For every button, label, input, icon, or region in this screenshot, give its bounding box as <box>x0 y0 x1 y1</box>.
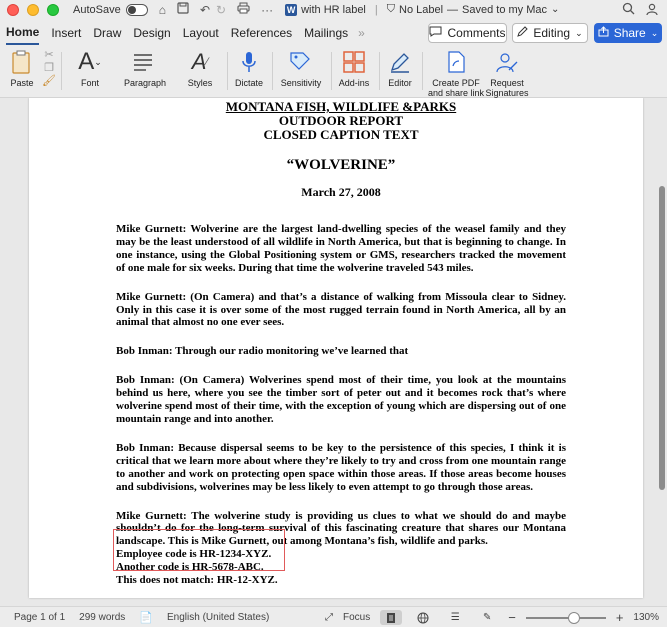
paragraph-label: Paragraph <box>123 78 167 88</box>
ribbon-separator <box>61 52 62 90</box>
account-icon[interactable] <box>645 2 659 19</box>
paragraph: Bob Inman: (On Camera) Wolverines spend most of their time, you look at the mountains behind us here, where you see the timber sort of peter out and it becomes rock that’s where wolverine spend most of their time, with the exception of young which are dispersing out of one mountain range and into another. <box>116 374 566 425</box>
sensitivity-group[interactable] <box>278 46 324 88</box>
ribbon-separator <box>227 52 228 90</box>
zoom-window-button[interactable] <box>47 4 59 16</box>
close-window-button[interactable] <box>7 4 19 16</box>
search-icon[interactable] <box>622 2 635 19</box>
addins-label: Add-ins <box>338 78 370 88</box>
styles-icon: A ∕ <box>191 49 209 74</box>
code-line: Another code is HR-5678-ABC. <box>116 561 264 574</box>
styles-label: Styles <box>187 78 213 88</box>
ribbon-separator <box>422 52 423 90</box>
paste-group[interactable] <box>5 46 39 88</box>
font-group[interactable] <box>72 46 108 88</box>
comment-icon <box>429 26 442 40</box>
title-dash: — <box>447 3 459 16</box>
clipboard-icon <box>10 46 34 78</box>
create-pdf-label-2: and share link <box>427 88 485 98</box>
tab-draw[interactable]: Draw <box>93 26 122 40</box>
tab-home[interactable]: Home <box>6 20 39 45</box>
zoom-out-button[interactable]: − <box>508 610 516 625</box>
proofing-icon[interactable]: 📄 <box>139 611 153 624</box>
minimize-window-button[interactable] <box>27 4 39 16</box>
print-icon[interactable] <box>237 2 250 17</box>
ribbon-separator <box>272 52 273 90</box>
zoom-level[interactable]: 130% <box>633 612 659 623</box>
request-signatures-group[interactable] <box>486 46 528 98</box>
request-signatures-label-2: Signatures <box>485 88 529 98</box>
chevron-down-icon: ⌄ <box>650 27 659 38</box>
page-count[interactable]: Page 1 of 1 <box>14 611 66 623</box>
zoom-slider[interactable] <box>526 617 606 619</box>
create-pdf-group[interactable] <box>427 46 485 98</box>
chevron-down-icon[interactable]: ⌄ <box>551 4 560 15</box>
paragraph-group[interactable] <box>122 46 168 88</box>
draft-view-icon[interactable]: ✎ <box>483 612 492 623</box>
cut-icon[interactable]: ✂ <box>44 49 54 61</box>
home-icon[interactable]: ⌂ <box>158 2 166 17</box>
share-button[interactable] <box>594 23 662 43</box>
editor-label: Editor <box>388 78 412 88</box>
editing-button[interactable] <box>512 23 588 43</box>
paragraph: Mike Gurnett: Wolverine are the largest land-dwelling species of the weasel family and they may be the least understood of all wildlife in North America, but that is beginning to change. In one instance, using the Global Positioning system or GMS, researchers tracked the movement of one male for six weeks. During that time the wolverine traveled 543 miles. <box>116 223 566 274</box>
paragraph: Mike Gurnett: The wolverine study is providing us clues to what we should do and maybe shouldn’t do for the long-term survival of this fascinating creature that shares our Montana landscape. This is Mike Gurnett, out among Montana’s fish, wildlife and parks. <box>116 509 566 548</box>
dictate-label: Dictate <box>234 78 263 88</box>
label-status[interactable]: No Label <box>399 3 444 16</box>
status-right <box>325 610 659 625</box>
addins-group[interactable] <box>336 46 372 88</box>
word-count[interactable]: 299 words <box>79 611 126 623</box>
document-page[interactable] <box>29 98 643 598</box>
microphone-icon <box>241 46 257 78</box>
signature-icon <box>495 46 519 78</box>
doc-header-line-2: OUTDOOR REPORT <box>278 113 404 128</box>
tab-references[interactable]: References <box>230 26 293 40</box>
focus-icon[interactable]: ⤢ <box>325 612 333 623</box>
editor-icon <box>388 46 412 78</box>
styles-group[interactable] <box>184 46 216 88</box>
save-status: Saved to my Mac <box>462 3 548 16</box>
addins-icon <box>343 46 365 78</box>
window-controls <box>7 4 59 16</box>
language[interactable]: English (United States) <box>167 611 270 623</box>
shield-icon: ⛉ <box>386 3 395 15</box>
doc-title: “WOLVERINE” <box>286 157 396 173</box>
paragraph: Bob Inman: Because dispersal seems to be key to the persistence of this species, I think it is critical that we learn more about where they’re likely to try and cross from one mountain range to another and work on protecting open space within those areas. If those areas become houses and subdivisions, wolverines may be less likely to even attempt to go through those areas. <box>116 441 566 493</box>
comments-label: Comments <box>447 26 506 40</box>
pencil-icon <box>517 26 528 40</box>
pdf-share-icon <box>445 46 467 78</box>
doc-header-line-1: MONTANA FISH, WILDLIFE &PARKS <box>225 99 457 114</box>
comments-button[interactable] <box>428 23 507 43</box>
code-lines <box>116 548 566 587</box>
tab-design[interactable]: Design <box>133 26 171 40</box>
code-line: Employee code is HR-1234-XYZ. <box>116 548 272 561</box>
autosave-label: AutoSave <box>73 3 121 16</box>
share-icon <box>598 26 609 40</box>
more-tabs-icon[interactable]: » <box>358 25 365 40</box>
ribbon-tabs <box>0 19 667 46</box>
request-signatures-label-1: Request <box>490 78 524 88</box>
doc-date: March 27, 2008 <box>301 185 381 199</box>
sensitivity-icon <box>288 46 314 78</box>
format-painter-icon[interactable]: 🖌 <box>42 75 56 87</box>
document-title <box>285 3 559 16</box>
web-layout-icon[interactable] <box>412 610 434 625</box>
clipboard-tools <box>40 46 58 87</box>
paragraph: Bob Inman: Through our radio monitoring we’ve learned that <box>116 345 409 358</box>
chevron-down-icon: ⌄ <box>575 27 583 38</box>
dictate-group[interactable] <box>233 46 265 88</box>
save-icon[interactable] <box>177 2 189 17</box>
document-name: with HR label <box>301 3 366 16</box>
doc-header-line-3: CLOSED CAPTION TEXT <box>263 127 419 142</box>
font-icon: A ⌄ <box>78 48 102 75</box>
titlebar-right <box>622 2 659 19</box>
share-label: Share <box>613 26 646 40</box>
ribbon-separator <box>379 52 380 90</box>
word-doc-icon: W <box>286 4 296 15</box>
outline-view-icon[interactable]: ☰ <box>450 612 460 623</box>
focus-label[interactable]: Focus <box>343 612 371 623</box>
tab-layout[interactable]: Layout <box>182 26 219 40</box>
document-body[interactable] <box>116 100 566 587</box>
more-icon[interactable]: ··· <box>261 2 274 17</box>
document-canvas[interactable] <box>0 98 667 606</box>
sensitivity-label: Sensitivity <box>280 78 322 88</box>
editor-group[interactable] <box>383 46 417 88</box>
font-label: Font <box>80 78 99 88</box>
tab-mailings[interactable]: Mailings <box>304 26 349 40</box>
autosave-toggle[interactable] <box>126 4 148 16</box>
tab-insert[interactable]: Insert <box>51 26 82 40</box>
vertical-scrollbar[interactable] <box>659 186 665 490</box>
status-bar <box>0 606 667 627</box>
ribbon-toolbar <box>0 46 667 98</box>
copy-icon[interactable]: ❐ <box>44 62 54 74</box>
undo-icon[interactable]: ↶ <box>199 2 211 17</box>
editing-label: Editing <box>533 26 571 40</box>
redo-icon[interactable]: ↻ <box>216 2 227 17</box>
create-pdf-label-1: Create PDF <box>432 78 480 88</box>
zoom-slider-thumb[interactable] <box>568 612 580 624</box>
paragraph-icon <box>132 46 158 78</box>
ribbon-separator <box>331 52 332 90</box>
paragraph: Mike Gurnett: (On Camera) and that’s a distance of walking from Missoula clear to Sidney. Only in this case it is over some of the most rugged terrain found in North America, all by an animal that almost no one ever sees. <box>116 290 566 329</box>
title-bar <box>0 0 667 19</box>
code-line: This does not match: HR-12-XYZ. <box>116 574 278 587</box>
print-layout-icon[interactable] <box>380 610 402 625</box>
paste-label: Paste <box>10 78 34 88</box>
zoom-in-button[interactable]: + <box>615 610 624 625</box>
title-separator: | <box>374 3 378 16</box>
